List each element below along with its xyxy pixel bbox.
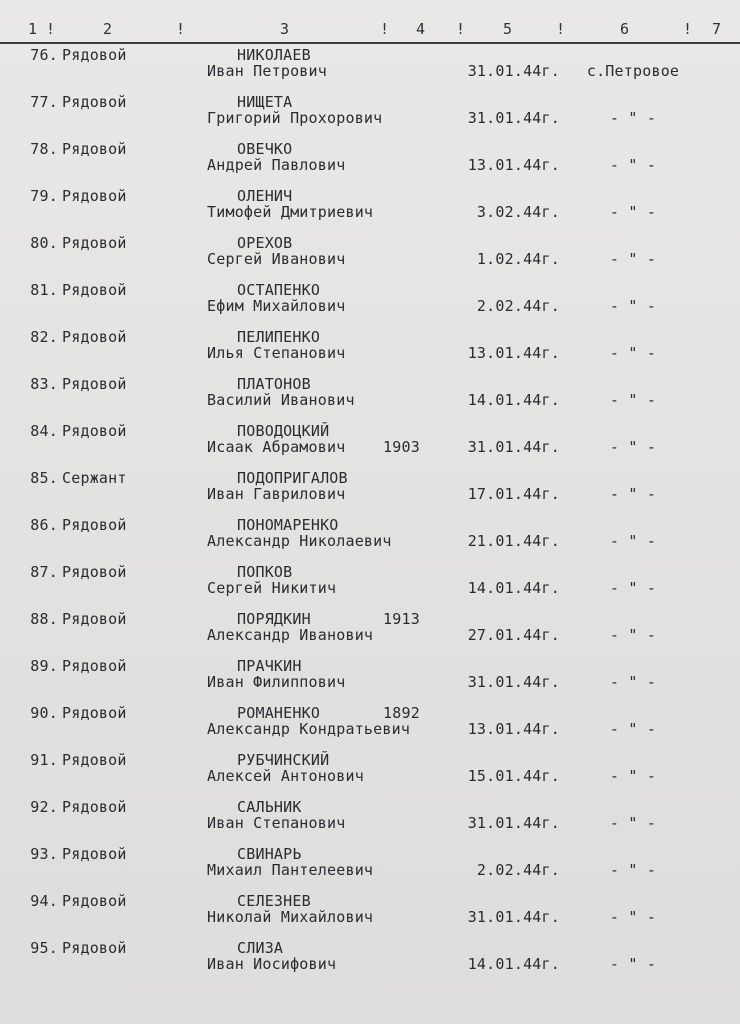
row-given-name: Александр Иванович — [207, 626, 374, 644]
row-given-name: Николай Михайлович — [207, 908, 374, 926]
row-date: 17.01.44г. — [467, 485, 560, 503]
col-separator: ! — [176, 20, 186, 38]
row-number: 79. — [30, 187, 58, 205]
roster-row — [0, 892, 740, 938]
row-given-name: Тимофей Дмитриевич — [207, 203, 374, 221]
row-number: 86. — [30, 516, 58, 534]
roster-row — [0, 234, 740, 280]
row-place: - " - — [609, 344, 657, 362]
row-number: 88. — [30, 610, 58, 628]
row-date: 31.01.44г. — [467, 109, 560, 127]
row-number: 82. — [30, 328, 58, 346]
row-surname: ПОРЯДКИН — [237, 610, 311, 628]
row-surname: СЕЛЕЗНЕВ — [237, 892, 311, 910]
row-surname: САЛЬНИК — [237, 798, 302, 816]
roster-row — [0, 93, 740, 139]
row-number: 94. — [30, 892, 58, 910]
row-place: - " - — [609, 438, 657, 456]
row-place: - " - — [609, 579, 657, 597]
row-rank: Рядовой — [62, 140, 127, 158]
row-given-name: Василий Иванович — [207, 391, 355, 409]
roster-row — [0, 187, 740, 233]
roster-row — [0, 610, 740, 656]
row-number: 90. — [30, 704, 58, 722]
row-rank: Рядовой — [62, 281, 127, 299]
row-place: - " - — [609, 955, 657, 973]
row-place: - " - — [609, 297, 657, 315]
col-separator: ! — [46, 20, 56, 38]
row-surname: ОВЕЧКО — [237, 140, 293, 158]
row-given-name: Сергей Никитич — [207, 579, 337, 597]
row-surname: ПОДОПРИГАЛОВ — [237, 469, 348, 487]
roster-row — [0, 375, 740, 421]
row-number: 89. — [30, 657, 58, 675]
row-date: 14.01.44г. — [467, 391, 560, 409]
row-rank: Рядовой — [62, 93, 127, 111]
roster-row — [0, 657, 740, 703]
row-surname: ПЕЛИПЕНКО — [237, 328, 321, 346]
row-surname: ОСТАПЕНКО — [237, 281, 321, 299]
row-number: 78. — [30, 140, 58, 158]
column-header — [0, 14, 740, 44]
header-rule — [0, 42, 740, 44]
row-surname: СВИНАРЬ — [237, 845, 302, 863]
row-place: - " - — [609, 250, 657, 268]
row-date: 14.01.44г. — [467, 955, 560, 973]
row-rank: Рядовой — [62, 375, 127, 393]
col-separator: ! — [456, 20, 466, 38]
row-given-name: Андрей Павлович — [207, 156, 346, 174]
row-surname: СЛИЗА — [237, 939, 284, 957]
row-surname: ПОНОМАРЕНКО — [237, 516, 339, 534]
row-rank: Рядовой — [62, 516, 127, 534]
row-number: 87. — [30, 563, 58, 581]
row-rank: Рядовой — [62, 234, 127, 252]
row-place: - " - — [609, 391, 657, 409]
row-given-name: Иван Петрович — [207, 62, 327, 80]
roster-row — [0, 563, 740, 609]
row-date: 31.01.44г. — [467, 62, 560, 80]
col-header-5: 5 — [503, 20, 513, 38]
row-place: - " - — [609, 626, 657, 644]
row-place: - " - — [609, 908, 657, 926]
row-date: 2.02.44г. — [476, 861, 560, 879]
row-number: 81. — [30, 281, 58, 299]
roster-row — [0, 281, 740, 327]
row-birth-year: 1892 — [383, 704, 420, 722]
roster-row — [0, 704, 740, 750]
roster-row — [0, 140, 740, 186]
row-number: 83. — [30, 375, 58, 393]
row-rank: Рядовой — [62, 798, 127, 816]
row-surname: ПОПКОВ — [237, 563, 293, 581]
row-place: - " - — [609, 767, 657, 785]
row-given-name: Исаак Абрамович — [207, 438, 346, 456]
row-surname: РОМАНЕНКО — [237, 704, 321, 722]
row-rank: Рядовой — [62, 328, 127, 346]
row-rank: Рядовой — [62, 657, 127, 675]
row-surname: ПОВОДОЦКИЙ — [237, 422, 330, 440]
row-place: - " - — [609, 485, 657, 503]
row-rank: Рядовой — [62, 704, 127, 722]
roster-row — [0, 845, 740, 891]
row-rank: Рядовой — [62, 563, 127, 581]
row-surname: РУБЧИНСКИЙ — [237, 751, 330, 769]
row-place: с.Петровое — [586, 62, 680, 80]
roster-row — [0, 46, 740, 92]
row-surname: ОРЕХОВ — [237, 234, 293, 252]
row-date: 31.01.44г. — [467, 438, 560, 456]
row-date: 21.01.44г. — [467, 532, 560, 550]
row-date: 14.01.44г. — [467, 579, 560, 597]
row-birth-year: 1903 — [383, 438, 420, 456]
row-place: - " - — [609, 720, 657, 738]
row-place: - " - — [609, 532, 657, 550]
row-given-name: Сергей Иванович — [207, 250, 346, 268]
roster-row — [0, 939, 740, 985]
row-number: 77. — [30, 93, 58, 111]
row-number: 76. — [30, 46, 58, 64]
row-rank: Рядовой — [62, 610, 127, 628]
row-surname: ОЛЕНИЧ — [237, 187, 293, 205]
row-surname: НИЩЕТА — [237, 93, 293, 111]
row-place: - " - — [609, 203, 657, 221]
col-header-4: 4 — [416, 20, 426, 38]
row-date: 27.01.44г. — [467, 626, 560, 644]
roster-row — [0, 328, 740, 374]
row-given-name: Илья Степанович — [207, 344, 346, 362]
roster-row — [0, 422, 740, 468]
row-rank: Рядовой — [62, 939, 127, 957]
col-separator: ! — [556, 20, 566, 38]
row-date: 3.02.44г. — [476, 203, 560, 221]
col-header-7: 7 — [712, 20, 722, 38]
row-date: 13.01.44г. — [467, 156, 560, 174]
row-date: 13.01.44г. — [467, 344, 560, 362]
row-number: 93. — [30, 845, 58, 863]
col-separator: ! — [380, 20, 390, 38]
row-place: - " - — [609, 156, 657, 174]
row-date: 13.01.44г. — [467, 720, 560, 738]
row-given-name: Ефим Михайлович — [207, 297, 346, 315]
row-given-name: Алексей Антонович — [207, 767, 364, 785]
row-given-name: Михаил Пантелеевич — [207, 861, 374, 879]
row-birth-year: 1913 — [383, 610, 420, 628]
row-surname: ПРАЧКИН — [237, 657, 302, 675]
roster-row — [0, 751, 740, 797]
row-rank: Рядовой — [62, 422, 127, 440]
col-separator: ! — [683, 20, 693, 38]
row-date: 2.02.44г. — [476, 297, 560, 315]
row-number: 84. — [30, 422, 58, 440]
row-place: - " - — [609, 673, 657, 691]
row-date: 15.01.44г. — [467, 767, 560, 785]
row-date: 31.01.44г. — [467, 814, 560, 832]
col-header-6: 6 — [620, 20, 630, 38]
row-given-name: Иван Степанович — [207, 814, 346, 832]
row-rank: Рядовой — [62, 751, 127, 769]
row-rank: Рядовой — [62, 46, 127, 64]
roster-row — [0, 798, 740, 844]
row-surname: НИКОЛАЕВ — [237, 46, 311, 64]
row-place: - " - — [609, 861, 657, 879]
row-given-name: Иван Иосифович — [207, 955, 337, 973]
row-place: - " - — [609, 109, 657, 127]
row-number: 91. — [30, 751, 58, 769]
row-given-name: Григорий Прохорович — [207, 109, 383, 127]
row-given-name: Александр Кондратьевич — [207, 720, 411, 738]
row-given-name: Александр Николаевич — [207, 532, 392, 550]
col-header-2: 2 — [103, 20, 113, 38]
row-number: 80. — [30, 234, 58, 252]
row-rank: Рядовой — [62, 892, 127, 910]
row-surname: ПЛАТОНОВ — [237, 375, 311, 393]
roster-row — [0, 516, 740, 562]
row-date: 31.01.44г. — [467, 908, 560, 926]
roster-row — [0, 469, 740, 515]
col-header-3: 3 — [280, 20, 290, 38]
row-number: 95. — [30, 939, 58, 957]
row-given-name: Иван Гаврилович — [207, 485, 346, 503]
row-number: 92. — [30, 798, 58, 816]
row-given-name: Иван Филиппович — [207, 673, 346, 691]
row-rank: Рядовой — [62, 187, 127, 205]
col-header-1: 1 — [28, 20, 38, 38]
row-number: 85. — [30, 469, 58, 487]
row-place: - " - — [609, 814, 657, 832]
row-date: 1.02.44г. — [476, 250, 560, 268]
row-date: 31.01.44г. — [467, 673, 560, 691]
row-rank: Сержант — [62, 469, 127, 487]
row-rank: Рядовой — [62, 845, 127, 863]
